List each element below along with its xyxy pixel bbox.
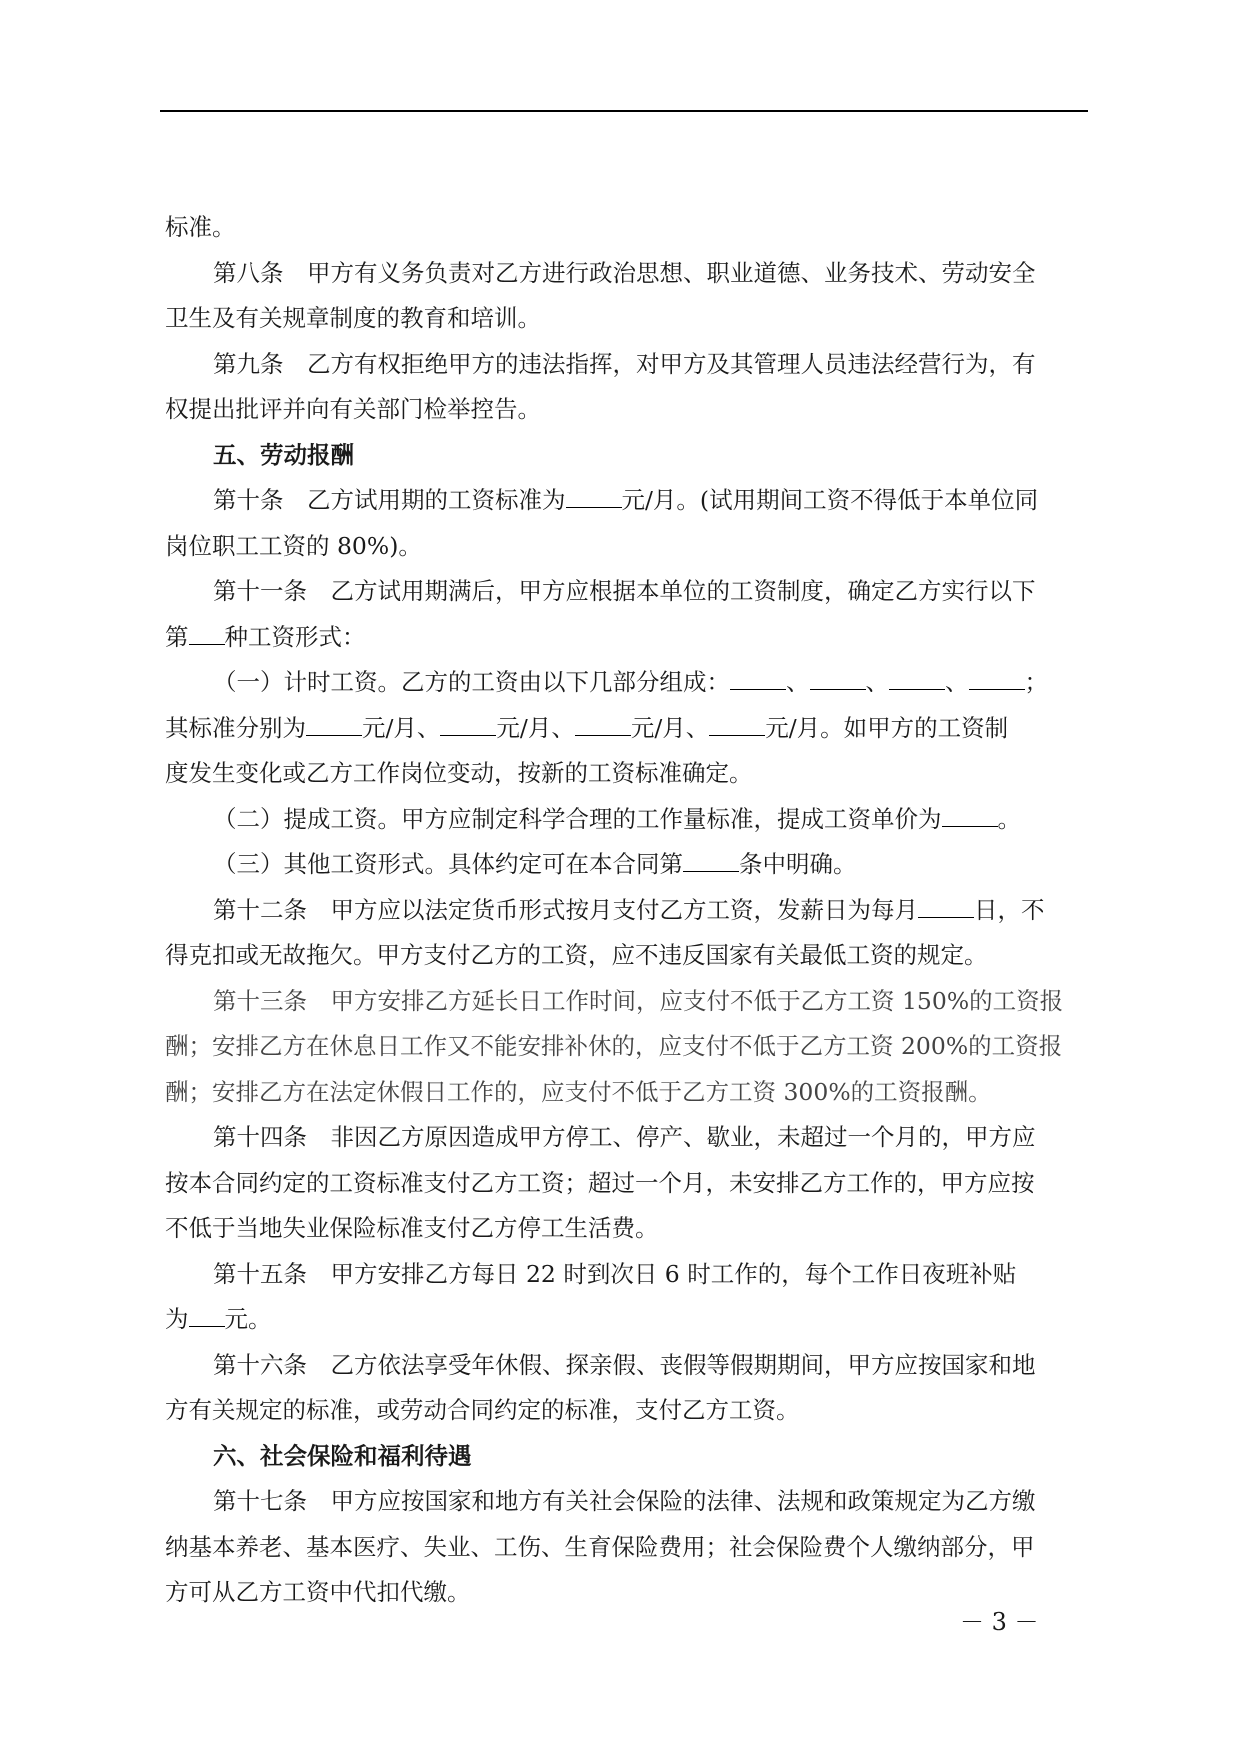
text-line: 卫生及有关规章制度的教育和培训。 bbox=[165, 304, 541, 332]
fill-blank bbox=[918, 895, 974, 918]
article-12: 第十二条 甲方应以法定货币形式按月支付乙方工资，发薪日为每月 日，不 bbox=[213, 896, 1045, 924]
fill-blank bbox=[189, 1304, 225, 1327]
article-16: 第十六条 乙方依法享受年休假、探亲假、丧假等假期期间，甲方应按国家和地 bbox=[213, 1351, 1036, 1379]
text-line: 标准。 bbox=[165, 213, 236, 241]
wage-form-other: （三）其他工资形式。具体约定可在本合同第 条中明确。 bbox=[213, 850, 857, 878]
wage-form-commission: （二）提成工资。甲方应制定科学合理的工作量标准，提成工资单价为 。 bbox=[213, 805, 1021, 833]
article-8: 第八条 甲方有义务负责对乙方进行政治思想、职业道德、业务技术、劳动安全 bbox=[213, 259, 1036, 287]
fill-blank bbox=[730, 667, 786, 690]
fill-blank bbox=[440, 713, 496, 736]
text-line: 度发生变化或乙方工作岗位变动，按新的工资标准确定。 bbox=[165, 759, 753, 787]
text-line: 岗位职工工资的 80%)。 bbox=[165, 532, 422, 560]
fill-blank bbox=[942, 804, 998, 827]
fill-blank bbox=[709, 713, 765, 736]
text-line: 方可从乙方工资中代扣代缴。 bbox=[165, 1578, 471, 1606]
article-15: 第十五条 甲方安排乙方每日 22 时到次日 6 时工作的，每个工作日夜班补贴 bbox=[213, 1260, 1017, 1288]
section-heading-labor-remuneration: 五、劳动报酬 bbox=[213, 441, 354, 469]
text-line: 酬；安排乙方在休息日工作又不能安排补休的，应支付不低于乙方工资 200%的工资报 bbox=[165, 1032, 1063, 1060]
text-line: 方有关规定的标准，或劳动合同约定的标准，支付乙方工资。 bbox=[165, 1396, 800, 1424]
fill-blank bbox=[969, 667, 1025, 690]
text-line: 纳基本养老、基本医疗、失业、工伤、生育保险费用；社会保险费个人缴纳部分，甲 bbox=[165, 1533, 1035, 1561]
fill-blank bbox=[810, 667, 866, 690]
text-line: 第 种工资形式： bbox=[165, 623, 366, 651]
article-9: 第九条 乙方有权拒绝甲方的违法指挥，对甲方及其管理人员违法经营行为，有 bbox=[213, 350, 1036, 378]
fill-blank bbox=[566, 485, 622, 508]
text-line: 酬；安排乙方在法定休假日工作的，应支付不低于乙方工资 300%的工资报酬。 bbox=[165, 1078, 992, 1106]
header-rule bbox=[160, 110, 1088, 112]
page-number: － 3 － bbox=[960, 1608, 1039, 1636]
text-line: 按本合同约定的工资标准支付乙方工资；超过一个月，未安排乙方工作的，甲方应按 bbox=[165, 1169, 1035, 1197]
fill-blank bbox=[889, 667, 945, 690]
text-line: 权提出批评并向有关部门检举控告。 bbox=[165, 395, 541, 423]
text-line: 不低于当地失业保险标准支付乙方停工生活费。 bbox=[165, 1214, 659, 1242]
article-10: 第十条 乙方试用期的工资标准为 元/月。(试用期间工资不得低于本单位同 bbox=[213, 486, 1039, 514]
fill-blank bbox=[306, 713, 362, 736]
article-11: 第十一条 乙方试用期满后，甲方应根据本单位的工资制度，确定乙方实行以下 bbox=[213, 577, 1036, 605]
article-14: 第十四条 非因乙方原因造成甲方停工、停产、歇业，未超过一个月的，甲方应 bbox=[213, 1123, 1036, 1151]
text-line: 为 元。 bbox=[165, 1305, 272, 1333]
fill-blank bbox=[575, 713, 631, 736]
wage-form-hourly: （一）计时工资。乙方的工资由以下几部分组成： 、 、 、 ； bbox=[213, 668, 1048, 696]
article-17: 第十七条 甲方应按国家和地方有关社会保险的法律、法规和政策规定为乙方缴 bbox=[213, 1487, 1036, 1515]
section-heading-social-insurance: 六、社会保险和福利待遇 bbox=[213, 1442, 472, 1470]
text-line: 得克扣或无故拖欠。甲方支付乙方的工资，应不违反国家有关最低工资的规定。 bbox=[165, 941, 988, 969]
article-13: 第十三条 甲方安排乙方延长日工作时间，应支付不低于乙方工资 150%的工资报 bbox=[213, 987, 1064, 1015]
fill-blank bbox=[683, 849, 739, 872]
text-line: 其标准分别为 元/月、 元/月、 元/月、 元/月。如甲方的工资制 bbox=[165, 714, 1009, 742]
fill-blank bbox=[189, 622, 225, 645]
